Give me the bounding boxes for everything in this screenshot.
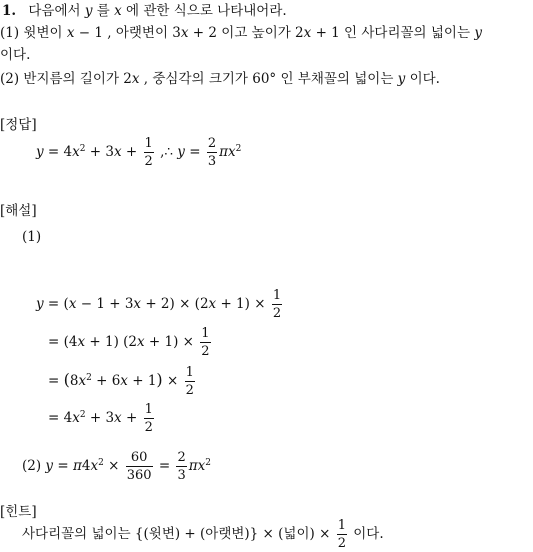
answer-separator: ,∴: [160, 144, 173, 160]
hint-heading: [힌트]: [0, 504, 37, 520]
answer-expression: $y = 4x^2 + 3x$ + $\frac{1}{2}$ ,∴ y = $\frac{2}{3}$ $\pi x^2$: [36, 136, 242, 169]
explanation-part2: (2) $y = \pi 4x^2$ × $\frac{60}{360}$ = $\frac{2}{3}$ $\pi x^2$: [22, 450, 211, 483]
explanation-part2-label: (2): [22, 458, 42, 474]
hint-text-start: 사다리꼴의 넓이는: [22, 526, 131, 542]
explanation-heading: [해설]: [0, 203, 37, 219]
problem-intro: 1. 다음에서 y 를 x 에 관한 식으로 나타내어라.: [2, 3, 287, 19]
question-2: (2) 반지름의 길이가 2x , 중심각의 크기가 60° 인 부채꼴의 넓이는 y 이다.: [0, 71, 440, 87]
hint-text-mid: {(윗변) + (아랫변)} × (넓이) ×: [134, 526, 331, 542]
explanation-part1-label: (1): [22, 229, 42, 245]
explanation-step-3: = $(8x^2 + 6x + 1)$ × $\frac{1}{2}$: [48, 365, 194, 398]
hint-text-end: 이다.: [353, 526, 384, 542]
problem-number: 1.: [2, 3, 17, 19]
explanation-step-1: y = (x − 1 + 3x + 2) × (2x + 1) × $\frac{1}{2}$: [36, 288, 282, 321]
explanation-step-4: = $4x^2 + 3x$ + $\frac{1}{2}$: [48, 402, 153, 435]
question-1-cont: 이다.: [0, 47, 31, 63]
answer-heading: [정답]: [0, 117, 37, 133]
explanation-step-2: = (4x + 1) (2x + 1) × $\frac{1}{2}$: [48, 326, 210, 359]
question-1: (1) 윗변이 x − 1 , 아랫변이 3x + 2 이고 높이가 2x + 1 인 사다리꼴의 넓이는 y: [0, 25, 482, 41]
hint-text: 사다리꼴의 넓이는 {(윗변) + (아랫변)} × (넓이) × $\frac{1}{2}$ 이다.: [22, 518, 384, 551]
